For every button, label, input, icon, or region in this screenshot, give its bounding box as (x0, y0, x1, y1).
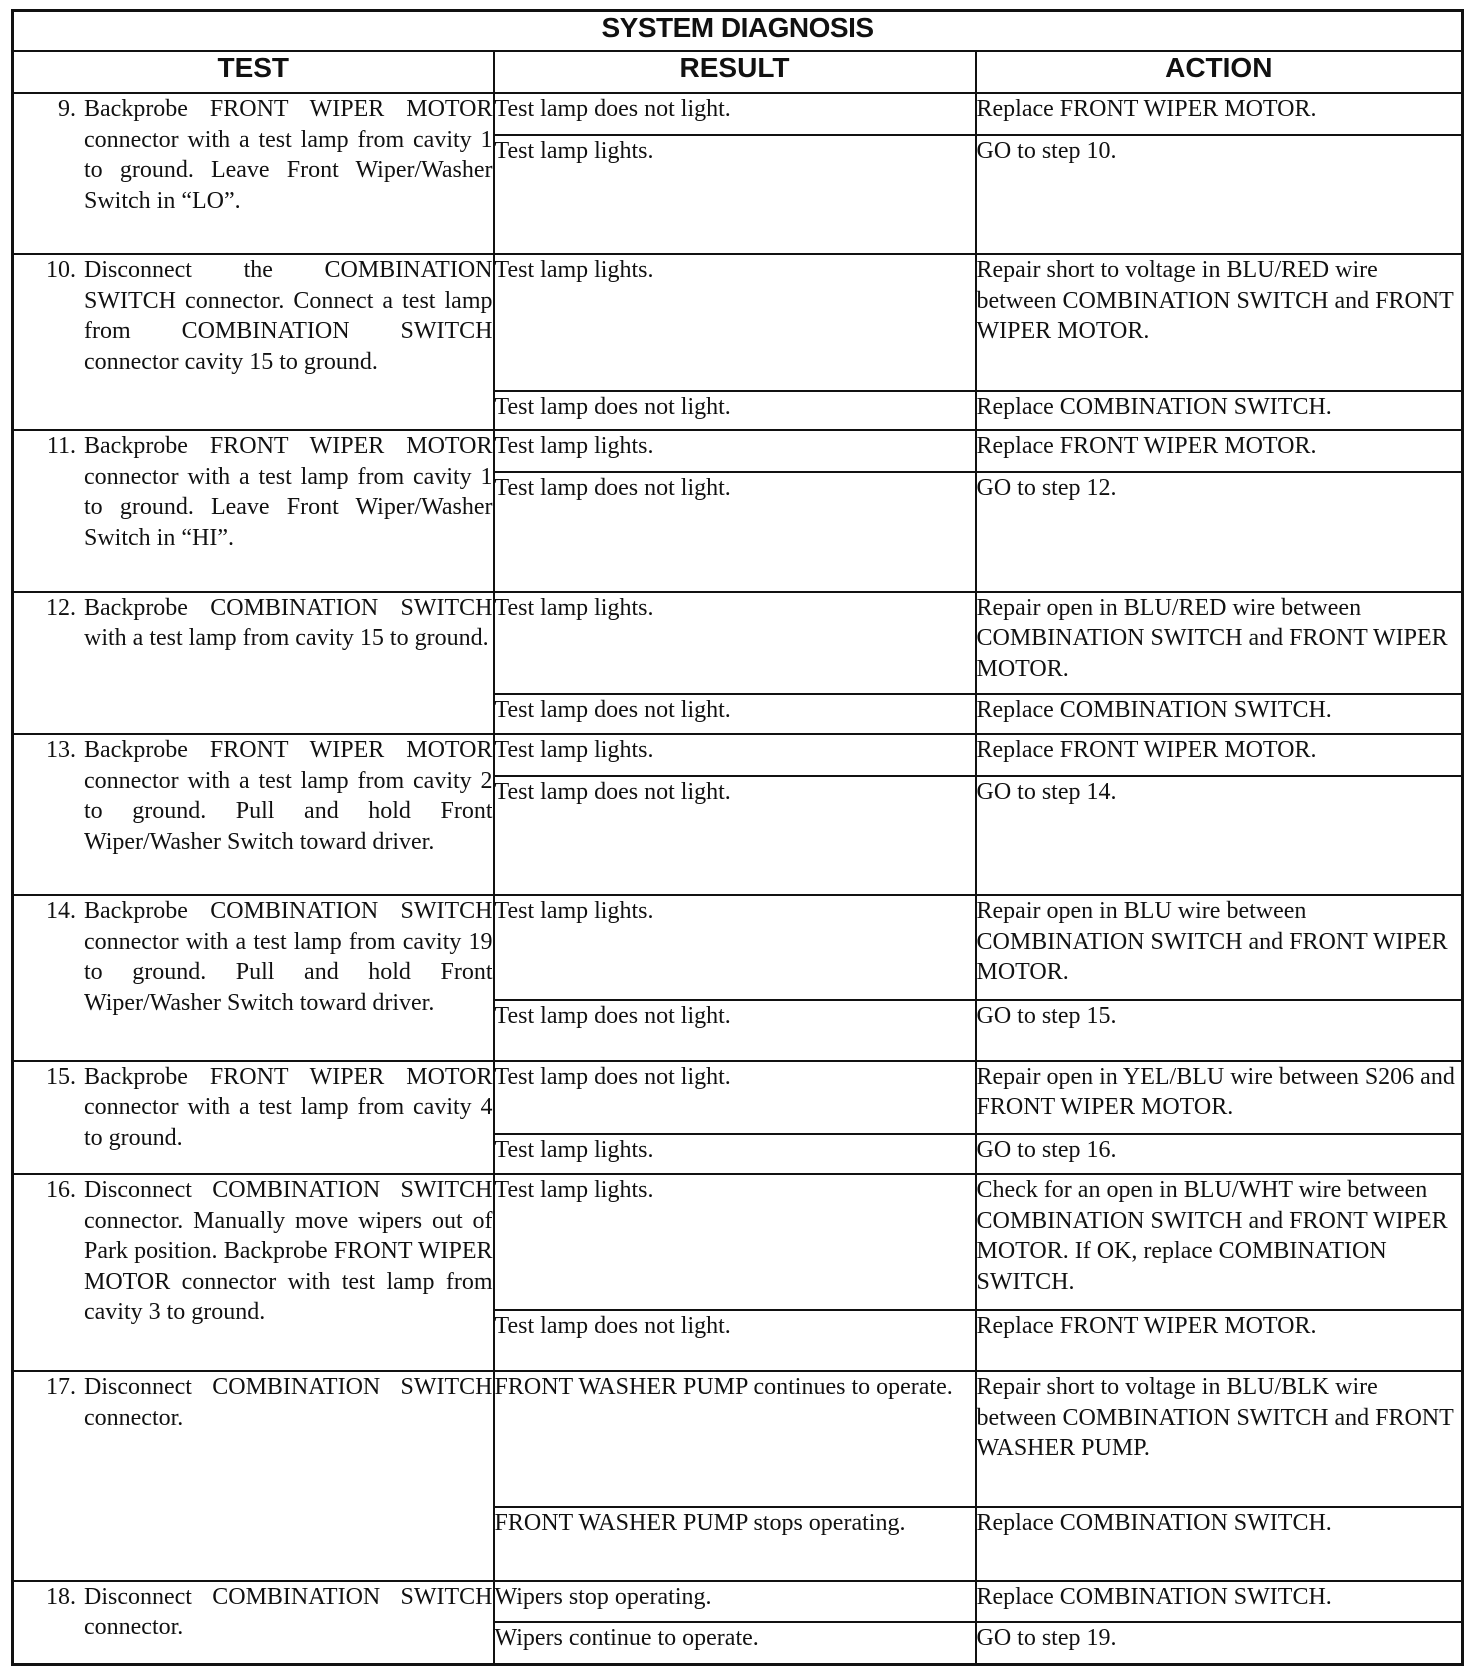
test-cell (13, 1061, 494, 1174)
test-cell (13, 895, 494, 1061)
test-cell (13, 93, 494, 254)
action-cell: Replace COMBINATION SWITCH. (976, 1581, 1463, 1623)
step-number: 17. (46, 1374, 76, 1400)
action-cell: GO to step 15. (976, 1000, 1463, 1061)
test-cell (13, 592, 494, 734)
test-text: Backprobe COMBINATION SWITCH connector with a test lamp from cavity 19 to ground. Pull and hold Front Wiper/Washer Switch toward driver. (84, 898, 493, 1016)
test-text: Disconnect COMBINATION SWITCH connector. (84, 1583, 493, 1641)
action-cell: Repair short to voltage in BLU/BLK wire between COMBINATION SWITCH and FRONT WASHER PUMP. (976, 1371, 1463, 1507)
system-diagnosis-table (11, 9, 1464, 1666)
action-cell: GO to step 14. (976, 776, 1463, 895)
action-cell: GO to step 19. (976, 1622, 1463, 1664)
table-title: SYSTEM DIAGNOSIS (13, 11, 1463, 52)
test-text: Backprobe FRONT WIPER MOTOR connector with a test lamp from cavity 1 to ground. Leave Front Wiper/Washer Switch in “HI”. (84, 433, 493, 551)
result-cell: Test lamp does not light. (494, 93, 976, 135)
result-cell: FRONT WASHER PUMP stops operating. (494, 1507, 976, 1580)
table-row (13, 1174, 1463, 1310)
step-number: 16. (46, 1177, 76, 1204)
result-cell: Test lamp lights. (494, 1174, 976, 1310)
result-cell: Test lamp does not light. (494, 1061, 976, 1134)
step-number: 15. (46, 1063, 76, 1090)
table-row (13, 1371, 1463, 1507)
action-cell: Repair open in YEL/BLU wire between S206 and FRONT WIPER MOTOR. (976, 1061, 1463, 1134)
test-text: Backprobe FRONT WIPER MOTOR connector with a test lamp from cavity 2 to ground. Pull and hold Front Wiper/Washer Switch toward driver. (84, 737, 493, 855)
result-cell: Test lamp lights. (494, 734, 976, 776)
result-cell: FRONT WASHER PUMP continues to operate. (494, 1371, 976, 1507)
test-text: Backprobe COMBINATION SWITCH with a test lamp from cavity 15 to ground. (84, 594, 493, 652)
table-row (13, 734, 1463, 776)
result-cell: Test lamp does not light. (494, 694, 976, 734)
action-cell: Replace COMBINATION SWITCH. (976, 1507, 1463, 1580)
title-row (13, 11, 1463, 52)
result-cell: Wipers continue to operate. (494, 1622, 976, 1664)
action-cell: GO to step 16. (976, 1134, 1463, 1174)
step-number: 10. (46, 257, 76, 284)
table-row (13, 592, 1463, 695)
action-cell: Replace FRONT WIPER MOTOR. (976, 93, 1463, 135)
test-cell (13, 734, 494, 895)
test-text: Disconnect COMBINATION SWITCH connector. Manually move wipers out of Park position. Backprobe FRONT WIPER MOTOR connector with test lamp from cavity 3 to ground. (84, 1177, 493, 1326)
result-cell: Test lamp lights. (494, 895, 976, 1000)
test-cell (13, 1174, 494, 1371)
step-number: 9. (58, 96, 76, 122)
step-number: 18. (46, 1583, 76, 1610)
action-cell: GO to step 12. (976, 472, 1463, 591)
test-cell (13, 1581, 494, 1665)
action-cell: Replace COMBINATION SWITCH. (976, 391, 1463, 431)
result-cell: Test lamp does not light. (494, 1000, 976, 1061)
action-column-header: ACTION (976, 51, 1463, 93)
action-cell: Replace COMBINATION SWITCH. (976, 694, 1463, 734)
result-cell: Test lamp lights. (494, 592, 976, 695)
test-cell (13, 254, 494, 430)
result-cell: Test lamp does not light. (494, 472, 976, 591)
action-cell: Replace FRONT WIPER MOTOR. (976, 430, 1463, 472)
result-cell: Test lamp does not light. (494, 391, 976, 431)
test-cell (13, 1371, 494, 1581)
step-number: 13. (46, 737, 76, 764)
step-number: 11. (46, 433, 76, 460)
test-column-header: TEST (13, 51, 494, 93)
result-cell: Test lamp lights. (494, 430, 976, 472)
table-row (13, 93, 1463, 135)
result-cell: Test lamp lights. (494, 1134, 976, 1174)
test-text: Disconnect the COMBINATION SWITCH connector. Connect a test lamp from COMBINATION SWITCH connector cavity 15 to ground. (84, 257, 493, 375)
table-row (13, 1061, 1463, 1134)
result-cell: Test lamp does not light. (494, 776, 976, 895)
test-text: Backprobe FRONT WIPER MOTOR connector with a test lamp from cavity 1 to ground. Leave Front Wiper/Washer Switch in “LO”. (84, 96, 493, 214)
action-cell: Repair short to voltage in BLU/RED wire between COMBINATION SWITCH and FRONT WIPER MOTOR. (976, 254, 1463, 390)
action-cell: Replace FRONT WIPER MOTOR. (976, 1310, 1463, 1371)
result-cell: Test lamp lights. (494, 135, 976, 254)
table-row (13, 895, 1463, 1000)
test-text: Disconnect COMBINATION SWITCH connector. (84, 1374, 493, 1431)
table-row (13, 1581, 1463, 1623)
step-number: 14. (46, 898, 76, 925)
test-text: Backprobe FRONT WIPER MOTOR connector with a test lamp from cavity 4 to ground. (84, 1063, 493, 1151)
result-cell: Test lamp lights. (494, 254, 976, 390)
result-cell: Test lamp does not light. (494, 1310, 976, 1371)
action-cell: Repair open in BLU wire between COMBINATION SWITCH and FRONT WIPER MOTOR. (976, 895, 1463, 1000)
table-row (13, 254, 1463, 390)
result-column-header: RESULT (494, 51, 976, 93)
result-cell: Wipers stop operating. (494, 1581, 976, 1623)
action-cell: Check for an open in BLU/WHT wire between COMBINATION SWITCH and FRONT WIPER MOTOR. If OK, replace COMBINATION SWITCH. (976, 1174, 1463, 1310)
action-cell: Replace FRONT WIPER MOTOR. (976, 734, 1463, 776)
header-row (13, 51, 1463, 93)
action-cell: GO to step 10. (976, 135, 1463, 254)
step-number: 12. (46, 594, 76, 621)
action-cell: Repair open in BLU/RED wire between COMBINATION SWITCH and FRONT WIPER MOTOR. (976, 592, 1463, 695)
test-cell (13, 430, 494, 591)
table-row (13, 430, 1463, 472)
